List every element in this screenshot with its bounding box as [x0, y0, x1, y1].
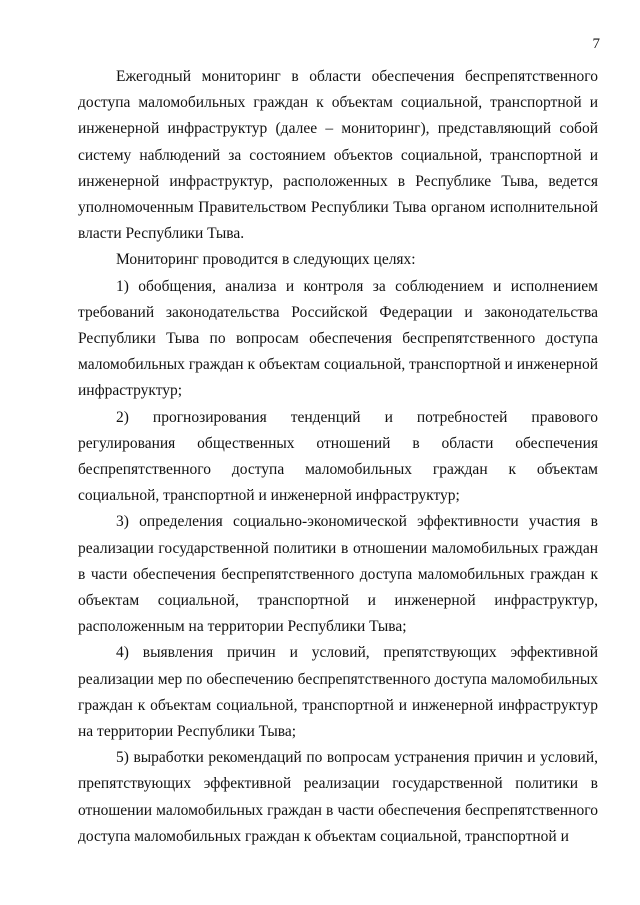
paragraph-goal-1: 1) обобщения, анализа и контроля за соблюдением и исполнением требований законодательства Российской Федерации и законодательства Республики Тыва по вопросам обеспечения беспрепятственного доступа маломобильных граждан к объектам социальной, транспортной и инженерной инфраструктур; [78, 277, 598, 400]
paragraph-goals-intro: Мониторинг проводится в следующих целях: [116, 251, 416, 269]
paragraph-monitoring-definition: Ежегодный мониторинг в области обеспечения беспрепятственного доступа маломобильных граждан к объектам социальной, транспортной и инженерной инфраструктур (далее – мониторинг), представляющий собой систему наблюдений за состоянием объектов социальной, транспортной и инженерной инфраструктур, расположенных в Республике Тыва, ведется уполномоченным Правительством Республики Тыва органом исполнительной власти Республики Тыва. [78, 68, 598, 243]
page-number: 7 [592, 36, 600, 52]
paragraph-goal-2: 2) прогнозирования тенденций и потребностей правового регулирования общественных отношений в области обеспечения беспрепятственного доступа маломобильных граждан к объектам социальной, транспортной и инженерной инфраструктур; [78, 408, 598, 505]
document-body [78, 64, 598, 850]
paragraph-goal-4: 4) выявления причин и условий, препятствующих эффективной реализации мер по обеспечению беспрепятственного доступа маломобильных граждан к объектам социальной, транспортной и инженерной инфраструктур на территории Республики Тыва; [78, 644, 598, 741]
paragraph-goal-3: 3) определения социально-экономической эффективности участия в реализации государственной политики в отношении маломобильных граждан в части обеспечения беспрепятственного доступа маломобильных граждан к объектам социальной, транспортной и инженерной инфраструктур, расположенным на территории Республики Тыва; [78, 513, 598, 636]
paragraph-goal-5: 5) выработки рекомендаций по вопросам устранения причин и условий, препятствующих эффективной реализации государственной политики в отношении маломобильных граждан в части обеспечения беспрепятственного доступа маломобильных граждан к объектам социальной, транспортной и [78, 749, 598, 845]
